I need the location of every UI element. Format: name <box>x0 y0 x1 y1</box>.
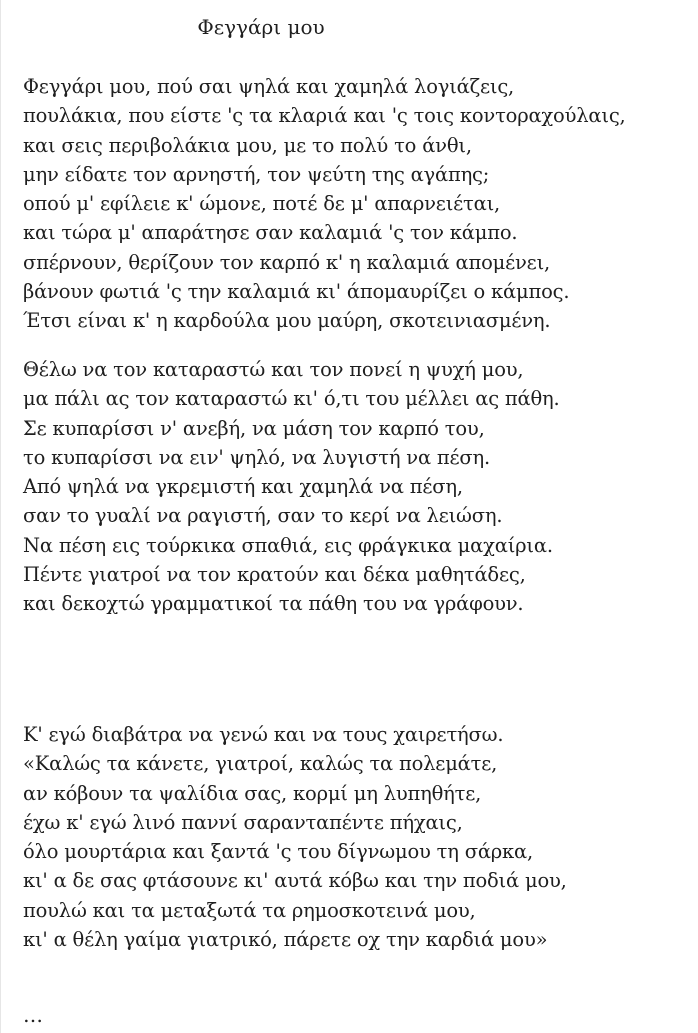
poem-line: βάνουν φωτιά 'ς την καλαμιά κι' άπομαυρίζει ο κάμπος. <box>23 280 570 304</box>
poem-line: Από ψηλά να γκρεμιστή και χαμηλά να πέση, <box>23 475 463 499</box>
poem-line: Κ' εγώ διαβάτρα να γενώ και να τους χαιρετήσω. <box>23 723 504 746</box>
poem-line: Να πέση εις τούρκικα σπαθιά, εις φράγκικα μαχαίρια. <box>23 533 553 557</box>
poem-title: Φεγγάρι μου <box>197 15 325 39</box>
poem-line: μα πάλι ας τον καταραστώ κι' ό,τι του μέλλει ας πάθη. <box>23 387 560 411</box>
poem-line: σαν το γυαλί να ραγιστή, σαν το κερί να λειώση. <box>23 504 503 528</box>
poem-line: το κυπαρίσσι να ειν' ψηλό, να λυγιστή να πέση. <box>23 445 491 469</box>
poem-line: Σε κυπαρίσσι ν' ανεβή, να μάση τον καρπό του, <box>23 416 485 440</box>
poem-line: αν κόβουν τα ψαλίδια σας, κορμί μη λυπηθήτε, <box>23 781 482 805</box>
poem-line: και τώρα μ' απαράτησε σαν καλαμιά 'ς τον κάμπο. <box>23 221 518 245</box>
poem-line: πουλάκια, που είστε 'ς τα κλαριά και 'ς τοις κοντοραχούλαις, <box>23 104 626 128</box>
poem-line: όλο μουρτάρια και ξαντά 'ς του δίγνωμου τη σάρκα, <box>23 840 534 864</box>
poem-line: Θέλω να τον καταραστώ και τον πονεί η ψυχή μου, <box>23 358 524 381</box>
poem-line: οπού μ' εφίλειε κ' ώμονε, ποτέ δε μ' απαρνειέται, <box>23 192 501 216</box>
stanza-2 <box>23 355 560 619</box>
continuation-ellipsis: … <box>23 1003 43 1027</box>
poem-line: και σεις περιβολάκια μου, με το πολύ το άνθι, <box>23 133 472 157</box>
poem-line: μην είδατε τον αρνηστή, τον ψεύτη της αγάπης; <box>23 162 490 186</box>
poem-line: Φεγγάρι μου, πού σαι ψηλά και χαμηλά λογιάζεις, <box>23 75 515 98</box>
poem-line: «Καλώς τα κάνετε, γιατροί, καλώς τα πολεμάτε, <box>23 752 498 776</box>
poem-line: κι' α θέλη γαίμα γιατρικό, πάρετε οχ την καρδιά μου» <box>23 928 548 952</box>
poem-line: Έτσι είναι κ' η καρδούλα μου μαύρη, σκοτεινιασμένη. <box>23 309 551 333</box>
poem-line: έχω κ' εγώ λινό παννί σαρανταπέντε πήχαις, <box>23 810 463 834</box>
poem-line: κι' α δε σας φτάσουνε κι' αυτά κόβω και την ποδιά μου, <box>23 869 567 893</box>
poem-line: πουλώ και τα μεταξωτά τα ρημοσκοτεινά μου, <box>23 898 476 922</box>
stanza-3 <box>23 720 567 954</box>
poem-line: Πέντε γιατροί να τον κρατούν και δέκα μαθητάδες, <box>23 563 526 587</box>
poem-line: σπέρνουν, θερίζουν τον καρπό κ' η καλαμιά απομένει, <box>23 250 551 274</box>
poem-line: και δεκοχτώ γραμματικοί τα πάθη του να γράφουν. <box>23 592 524 616</box>
stanza-1 <box>23 72 626 336</box>
